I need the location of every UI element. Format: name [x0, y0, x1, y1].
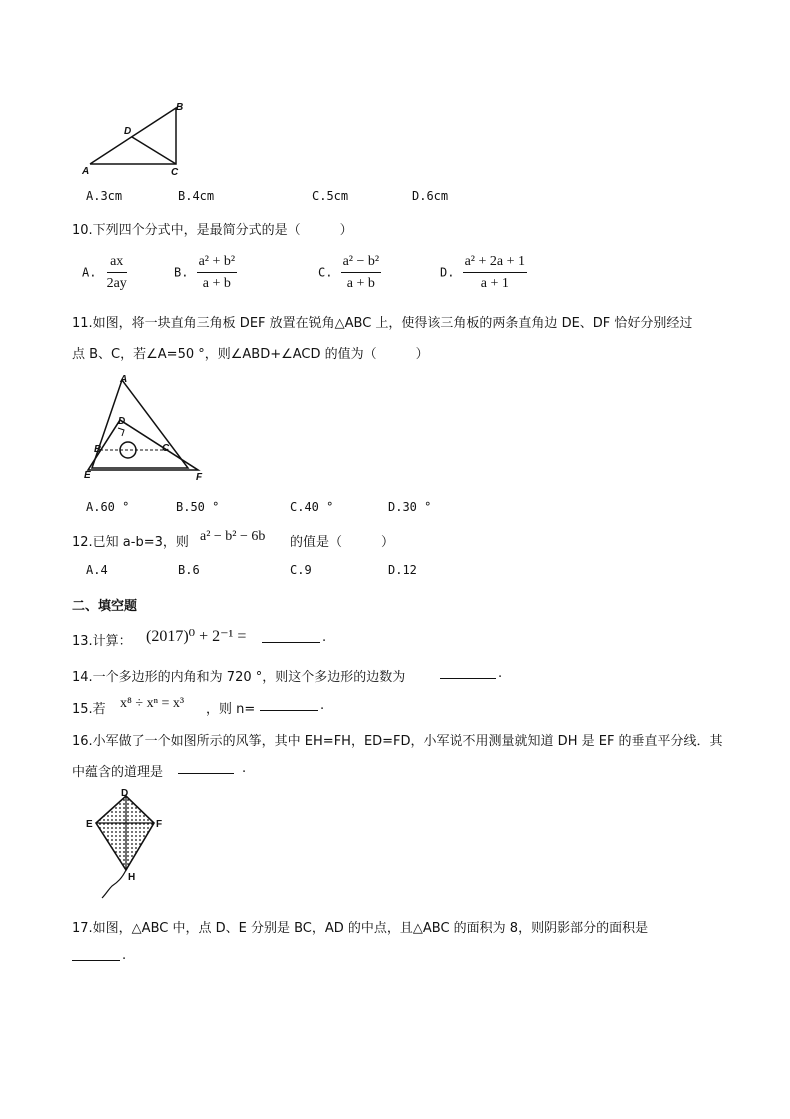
q10-option-b-label: B.	[174, 265, 189, 280]
q16-label-e: E	[86, 819, 93, 830]
q10-d-denominator: a + 1	[480, 276, 509, 291]
q11-label-d: D	[118, 416, 126, 427]
q16-label-f: F	[156, 819, 163, 830]
q13-stem-pre: 13.计算：	[72, 634, 132, 649]
q10-d-numerator: a² + 2a + 1	[463, 254, 527, 273]
q11-label-f: F	[196, 472, 203, 483]
q16-answer-blank	[178, 761, 234, 774]
q10-option-d	[440, 254, 527, 292]
q10-option-a-label: A.	[82, 265, 97, 280]
q9-triangle-figure	[80, 100, 190, 178]
q13-expression: (2017)⁰ + 2⁻¹ =	[146, 628, 247, 645]
q14-stem: 14.一个多边形的内角和为 720 °，则这个多边形的边数为	[72, 670, 406, 685]
q10-option-b	[174, 254, 237, 292]
q16-kite-body	[96, 796, 154, 870]
q12-option-a: A.4	[86, 563, 108, 577]
q11-label-e: E	[84, 470, 91, 481]
q10-c-numerator: a² − b²	[341, 254, 382, 273]
q15-answer-blank	[260, 698, 318, 711]
q12-option-c: C.9	[290, 563, 312, 577]
q9-segment-dc	[132, 137, 176, 164]
q16-stem-line2: 中蕴含的道理是	[72, 765, 164, 780]
q15-stem-pre: 15.若	[72, 702, 106, 717]
q11-label-a: A	[120, 374, 128, 385]
q10-a-numerator: ax	[107, 254, 127, 273]
q11-option-a: A.60 °	[86, 500, 130, 514]
q11-option-b: B.50 °	[176, 500, 220, 514]
q17-stem-line1: 17.如图，△ABC 中，点 D、E 分别是 BC，AD 的中点，且△ABC 的面积为 8，则阴影部分的面积是	[72, 921, 649, 936]
q15-stem-mid: ，则 n=	[206, 702, 256, 717]
q10-c-denominator: a + b	[346, 276, 375, 291]
q10-b-denominator: a + b	[202, 276, 231, 291]
q10-a-denominator: 2ay	[106, 276, 127, 291]
q16-label-d: D	[121, 788, 129, 799]
q9-option-d: D.6cm	[412, 189, 449, 203]
q16-kite-string	[102, 870, 126, 898]
q11-option-c: C.40 °	[290, 500, 334, 514]
q11-label-c: C	[162, 443, 170, 454]
q13-answer-blank	[262, 630, 320, 643]
q10-stem: 10.下列四个分式中，是最简分式的是（ ）	[72, 223, 353, 238]
q13-period: .	[322, 630, 327, 645]
q9-option-c: C.5cm	[312, 189, 349, 203]
q12-stem-post: 的值是（ ）	[290, 535, 395, 550]
q12-option-b: B.6	[178, 563, 200, 577]
q15-period: .	[320, 698, 325, 713]
q16-label-h: H	[128, 872, 136, 883]
q9-label-a: A	[82, 166, 90, 177]
q10-option-a	[82, 254, 127, 292]
q9-option-b: B.4cm	[178, 189, 215, 203]
section-title-fill-in: 二、填空题	[72, 599, 138, 614]
q11-option-d: D.30 °	[388, 500, 432, 514]
q12-option-d: D.12	[388, 563, 417, 577]
q9-label-b: B	[176, 102, 184, 113]
q11-triangle-figure	[80, 372, 210, 484]
q11-triangle-def	[88, 420, 198, 470]
q10-option-d-label: D.	[440, 265, 455, 280]
q12-expression: a² − b² − 6b	[200, 529, 266, 544]
q9-label-d: D	[124, 126, 132, 137]
q17-period: .	[122, 948, 127, 963]
q10-option-c-label: C.	[318, 265, 333, 280]
q11-label-b: B	[94, 444, 102, 455]
q15-expression: x⁸ ÷ xⁿ = x³	[120, 696, 185, 711]
q17-answer-blank	[72, 948, 120, 961]
q14-answer-blank	[440, 666, 496, 679]
q11-right-angle-mark	[118, 428, 124, 436]
q11-stem-line2: 点 B、C，若∠A=50 °，则∠ABD+∠ACD 的值为（ ）	[72, 347, 429, 362]
q16-kite-figure	[82, 786, 172, 904]
q16-period: .	[242, 761, 247, 776]
q14-period: .	[498, 666, 503, 681]
q16-stem-line1: 16.小军做了一个如图所示的风筝，其中 EH=FH，ED=FD，小军说不用测量就知道 DH 是 EF 的垂直平分线．其	[72, 734, 723, 749]
q10-b-numerator: a² + b²	[197, 254, 238, 273]
q11-stem-line1: 11.如图，将一块直角三角板 DEF 放置在锐角△ABC 上，使得该三角板的两条直角边 DE、DF 恰好分别经过	[72, 316, 693, 331]
q12-stem-pre: 12.已知 a-b=3，则	[72, 535, 189, 550]
q10-option-c	[318, 254, 381, 292]
q9-label-c: C	[171, 167, 179, 178]
q9-option-a: A.3cm	[86, 189, 123, 203]
